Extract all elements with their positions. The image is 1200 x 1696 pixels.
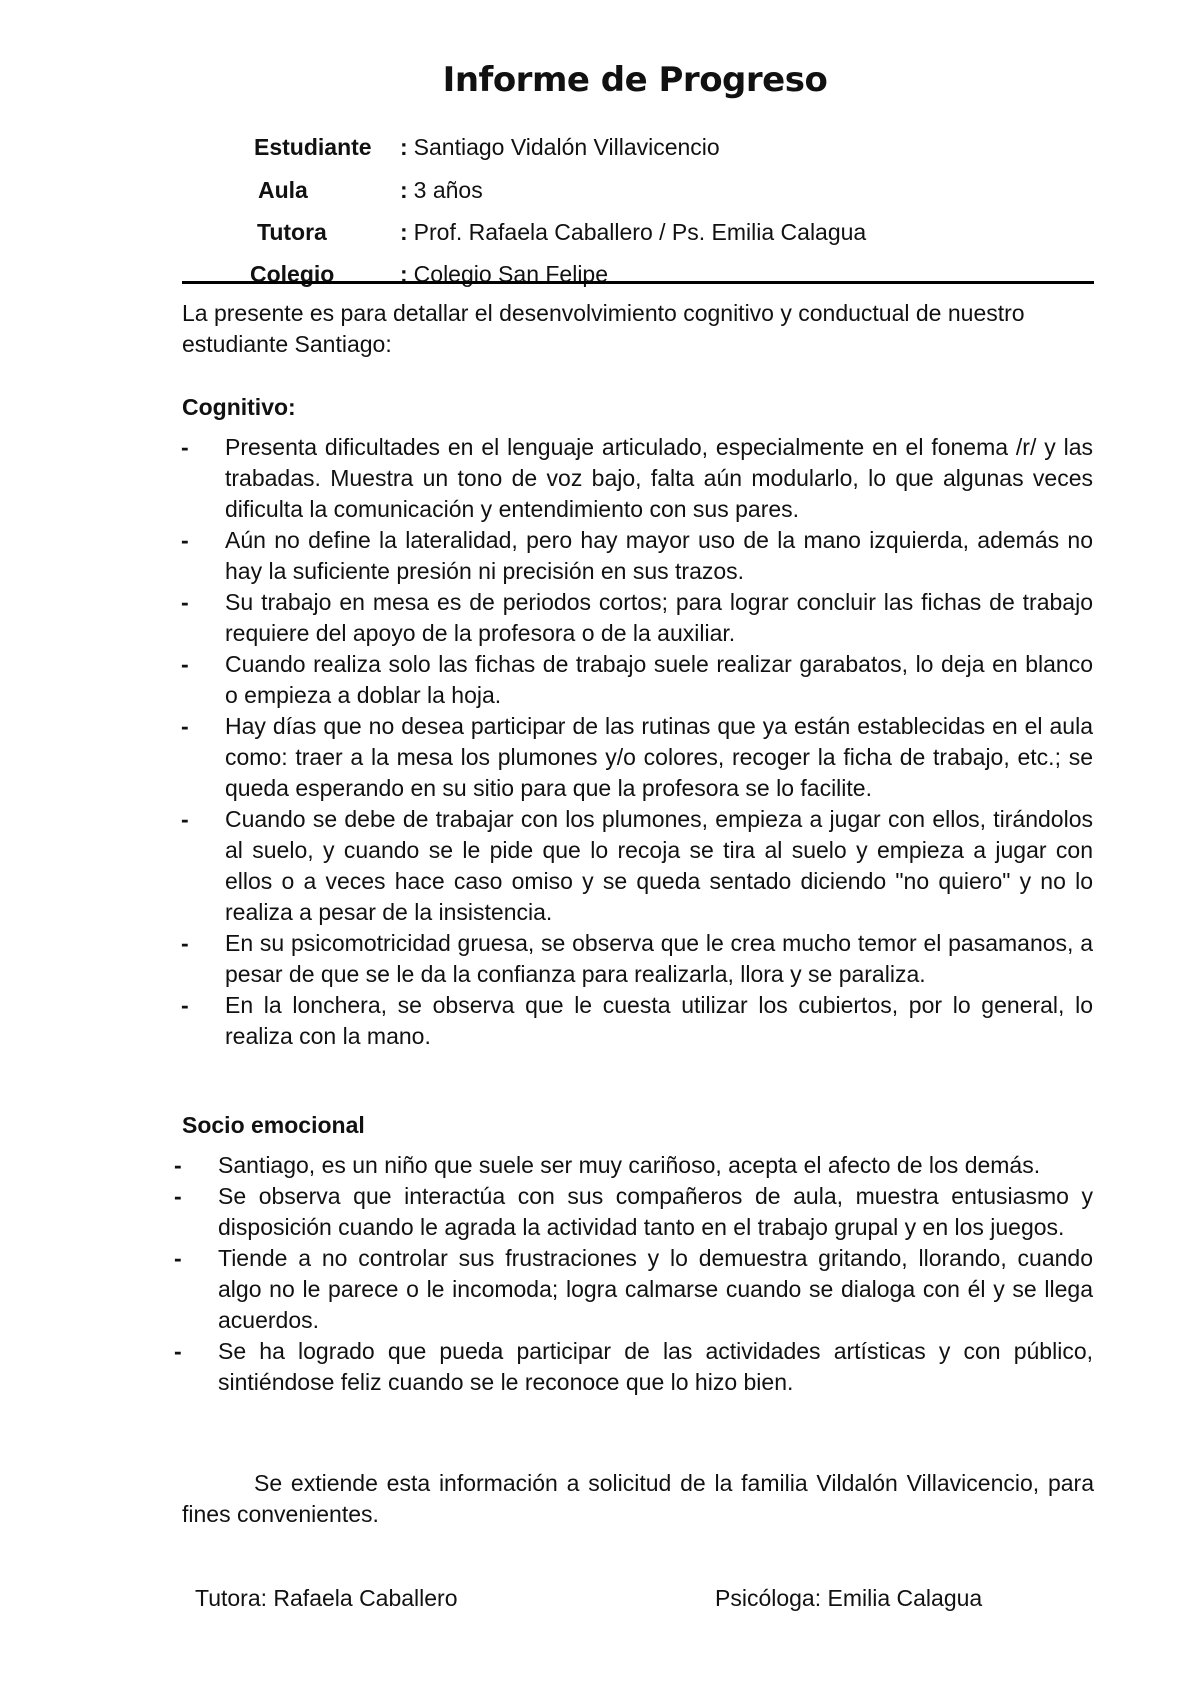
socio-item-text: Santiago, es un niño que suele ser muy cariñoso, acepta el afecto de los demás. (218, 1152, 1041, 1178)
dash-bullet: - (174, 1338, 182, 1364)
cognitive-item (181, 587, 1093, 649)
info-label-school: Colegio (250, 261, 335, 287)
socio-item (174, 1181, 1093, 1243)
school-name: Colegio San Felipe (413, 261, 609, 287)
cognitive-item (181, 711, 1093, 804)
socio-item (174, 1336, 1093, 1398)
info-label-classroom: Aula (258, 177, 308, 203)
info-value-school (400, 253, 608, 295)
info-label-student: Estudiante (254, 134, 372, 160)
socio-emotional-heading: Socio emocional (182, 1112, 365, 1138)
report-title: Informe de Progreso (442, 60, 828, 100)
info-row-school (0, 253, 1200, 295)
socio-emotional-list (174, 1150, 1093, 1398)
classroom-name: 3 años (413, 177, 483, 203)
info-row-classroom (0, 169, 1200, 211)
info-value-student (400, 126, 720, 168)
cognitive-item (181, 649, 1093, 711)
signature-tutor: Tutora: Rafaela Caballero (195, 1585, 458, 1611)
dash-bullet: - (174, 1245, 182, 1271)
cognitive-item (181, 928, 1093, 990)
dash-bullet: - (181, 589, 189, 615)
socio-item-text: Se observa que interactúa con sus compañeros de aula, muestra entusiasmo y disposición cuando le agrada la actividad tanto en el trabajo grupal y en los juegos. (218, 1183, 1093, 1240)
info-label-tutor: Tutora (257, 219, 327, 245)
dash-bullet: - (174, 1152, 182, 1178)
dash-bullet: - (181, 713, 189, 739)
info-row-student (0, 126, 1200, 168)
dash-bullet: - (181, 992, 189, 1018)
cognitive-item-text: Cuando se debe de trabajar con los plumones, empieza a jugar con ellos, tirándolos al suelo, y cuando se le pide que lo recoja se tira al suelo y empieza a jugar con ellos o a veces hace caso omiso y se queda sentado diciendo "no quiero" y no lo realiza a pesar de la insistencia. (225, 806, 1093, 925)
dash-bullet: - (181, 930, 189, 956)
cognitive-item-text: En la lonchera, se observa que le cuesta utilizar los cubiertos, por lo general, lo realiza con la mano. (225, 992, 1093, 1049)
cognitive-item (181, 804, 1093, 928)
cognitive-item (181, 990, 1093, 1052)
cognitive-item-text: En su psicomotricidad gruesa, se observa que le crea mucho temor el pasamanos, a pesar de que se le da la confianza para realizarla, llora y se paraliza. (225, 930, 1093, 987)
student-name: Santiago Vidalón Villavicencio (413, 134, 720, 160)
info-value-classroom (400, 169, 483, 211)
header-divider (182, 281, 1094, 284)
cognitive-item (181, 432, 1093, 525)
info-row-tutor (0, 211, 1200, 253)
cognitive-item-text: Su trabajo en mesa es de periodos cortos; para lograr concluir las fichas de trabajo requiere del apoyo de la profesora o de la auxiliar. (225, 589, 1093, 646)
info-colon: : (400, 261, 408, 287)
dash-bullet: - (174, 1183, 182, 1209)
info-colon: : (400, 177, 408, 203)
cognitive-list (181, 432, 1093, 1052)
cognitive-item (181, 525, 1093, 587)
socio-item (174, 1150, 1093, 1181)
cognitive-item-text: Cuando realiza solo las fichas de trabajo suele realizar garabatos, lo deja en blanco o empieza a doblar la hoja. (225, 651, 1093, 708)
closing-paragraph: Se extiende esta información a solicitud de la familia Vildalón Villavicencio, para fines convenientes. (182, 1470, 1094, 1527)
info-colon: : (400, 219, 408, 245)
tutor-names: Prof. Rafaela Caballero / Ps. Emilia Calagua (413, 219, 867, 245)
signature-psychologist: Psicóloga: Emilia Calagua (715, 1585, 983, 1611)
dash-bullet: - (181, 651, 189, 677)
cognitive-item-text: Aún no define la lateralidad, pero hay mayor uso de la mano izquierda, además no hay la suficiente presión ni precisión en sus trazos. (225, 527, 1093, 584)
socio-item (174, 1243, 1093, 1336)
cognitive-item-text: Presenta dificultades en el lenguaje articulado, especialmente en el fonema /r/ y las trabadas. Muestra un tono de voz bajo, falta aún modularlo, lo que algunas veces dificulta la comunicación y entendimiento con sus pares. (225, 434, 1093, 522)
socio-item-text: Tiende a no controlar sus frustraciones y lo demuestra gritando, llorando, cuando algo no le parece o le incomoda; logra calmarse cuando se dialoga con él y se llega acuerdos. (218, 1245, 1093, 1333)
dash-bullet: - (181, 527, 189, 553)
dash-bullet: - (181, 434, 189, 460)
socio-item-text: Se ha logrado que pueda participar de las actividades artísticas y con público, sintiéndose feliz cuando se le reconoce que lo hizo bien. (218, 1338, 1093, 1395)
info-colon: : (400, 134, 408, 160)
cognitive-heading: Cognitivo: (182, 394, 296, 420)
info-value-tutor (400, 211, 866, 253)
dash-bullet: - (181, 806, 189, 832)
intro-paragraph: La presente es para detallar el desenvolvimiento cognitivo y conductual de nuestro estudiante Santiago: (182, 300, 1025, 357)
cognitive-item-text: Hay días que no desea participar de las rutinas que ya están establecidas en el aula como: traer a la mesa los plumones y/o colores, recoger la ficha de trabajo, etc.; se queda esperando en su sitio para que la profesora se lo facilite. (225, 713, 1093, 801)
